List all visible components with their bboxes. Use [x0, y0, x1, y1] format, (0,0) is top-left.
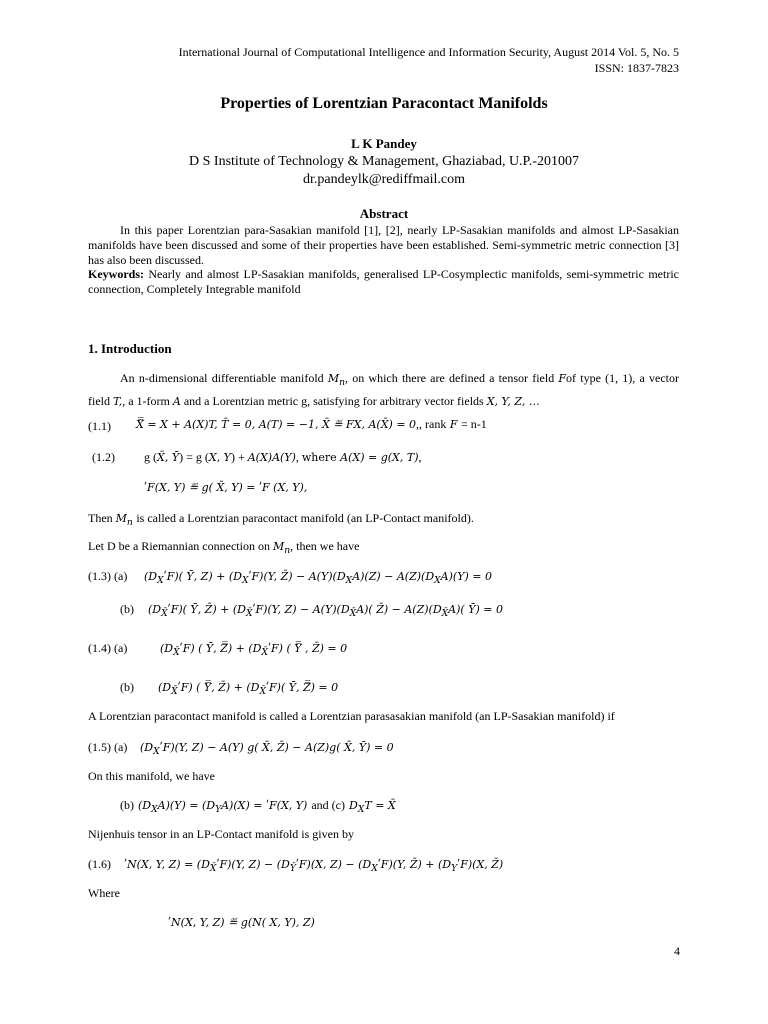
- eq-nijenhuis-definition: ʹN(X, Y, Z) ≝ g(N( X, Y), Z): [168, 916, 315, 929]
- journal-citation: International Journal of Computational Intelligence and Information Security, August 2014 Vol. 5, No. 5: [178, 45, 679, 59]
- eq-1-4a-label: (1.4) (a): [88, 641, 128, 655]
- eq-1-5a-label: (1.5) (a): [88, 740, 128, 754]
- eq-1-2: g (X̄, Ȳ) = g (X, Y) + A(X)A(Y), where A(X) = g(X, T),: [144, 450, 422, 464]
- journal-header: [179, 44, 679, 76]
- paper-title: Properties of Lorentzian Paracontact Manifolds: [220, 95, 548, 112]
- eq-1-3a-label: (1.3) (a): [88, 569, 128, 583]
- lp-sasakian-paragraph: A Lorentzian paracontact manifold is called a Lorentzian parasasakian manifold (an LP-Sasakian manifold) if: [88, 709, 615, 723]
- page-number: 4: [674, 944, 680, 958]
- where-paragraph: Where: [88, 886, 120, 900]
- eq-1-6-label: (1.6): [88, 857, 111, 871]
- keywords-paragraph: [88, 267, 679, 297]
- keywords-text: Nearly and almost LP-Sasakian manifolds, generalised LP-Cosymplectic manifolds, semi-symmetric metric connection, Completely Integrable manifold: [88, 267, 679, 296]
- author-email: dr.pandeylk@rediffmail.com: [303, 172, 465, 187]
- author-name: L K Pandey: [351, 136, 417, 151]
- nijenhuis-paragraph: Nijenhuis tensor in an LP-Contact manifold is given by: [88, 827, 354, 841]
- eq-1-5a: $(D_XʹF)(Y$, Z) − A(Y) g( X̄, Z̄) − A(Z)g( X̄, Ȳ) = 0: [140, 741, 394, 758]
- eq-1-4a: $(D_{X̄}ʹF)$ ( Ȳ, Z̿) + $(D_{X̄}ʹF)$ ( Y̿ , Z̄) = 0: [160, 642, 348, 659]
- on-manifold-paragraph: On this manifold, we have: [88, 769, 215, 783]
- eq-1-5bc: (b) $(D_XA)(Y) = (D_YA)(X)$ = ʹF(X, Y) and (c) $D_XT$ = X̄: [120, 798, 396, 816]
- eq-1-3b-label: (b): [120, 602, 134, 616]
- author-block: [0, 153, 768, 189]
- eq-1-2-label: (1.2): [92, 450, 115, 464]
- abstract-text: In this paper Lorentzian para-Sasakian manifold [1], [2], nearly LP-Sasakian manifolds and almost LP-Sasakian manifolds have been discussed and some of their properties have been established. Semi-symmetric metric connection [3] has also been discussed.: [88, 223, 679, 267]
- eq-1-4b-label: (b): [120, 680, 134, 694]
- eq-1-6: ʹN(X, Y, $Z) = (D_{X̄}ʹF)(Y$, $Z) - (D_ȲʹF)(X$, $Z) - (D_XʹF)(Y$, Z̄) + $(D_YʹF)(X$, Z̄): [124, 858, 504, 875]
- abstract-heading: Abstract: [359, 206, 409, 221]
- then-paragraph: Then $M_n$ is called a Lorentzian paracontact manifold (an LP-Contact manifold).: [88, 511, 474, 529]
- eq-1-3a: $(D_XʹF)$( Ȳ, $Z) + (D_XʹF)(Y$, Z̄) − $A(Y)(D_XA)(Z) - A(Z)(D_XA)(Y) = 0$: [144, 570, 492, 587]
- keywords-label: Keywords:: [88, 267, 144, 281]
- connection-paragraph: Let D be a Riemannian connection on $M_n$, then we have: [88, 539, 360, 557]
- author-affiliation: D S Institute of Technology & Management, Ghaziabad, U.P.-201007: [189, 154, 579, 169]
- eq-1-1: X̿ = X + A(X)T, T̄ = 0, A(T) = −1, X̄ ≝ FX, A(X̄) = 0,, rank F = n-1: [136, 417, 487, 431]
- intro-paragraph: An n-dimensional differentiable manifold $M_n$, on which there are defined a tensor field Fof type (1, 1), a vector field T,, a 1-form A and a Lorentzian metric g, satisfying for arbitrary vector fields X, Y, Z, …: [88, 371, 679, 409]
- eq-1-2-second-line: ʹF(X, Y) ≝ g( X̄, Y) = ʹF (X, Y),: [144, 481, 308, 494]
- journal-issn: ISSN: 1837-7823: [594, 61, 679, 75]
- eq-1-1-label: (1.1): [88, 419, 111, 433]
- eq-1-4b: $(D_{X̄}ʹF)$ ( Y̿, Z̄) + $(D_{X̄}ʹF)$( Ȳ, Z̿) = 0: [158, 681, 339, 698]
- eq-1-3b: $(D_{X̄}ʹF)$( Ȳ, Z̄) + $(D_{X̄}ʹF)(Y$, $Z) - A(Y)(D_{X̄}A)$( Z̄) − $A(Z)(D_{X̄}A)$( Ȳ) = 0: [148, 603, 503, 620]
- section-heading-introduction: 1. Introduction: [88, 341, 172, 356]
